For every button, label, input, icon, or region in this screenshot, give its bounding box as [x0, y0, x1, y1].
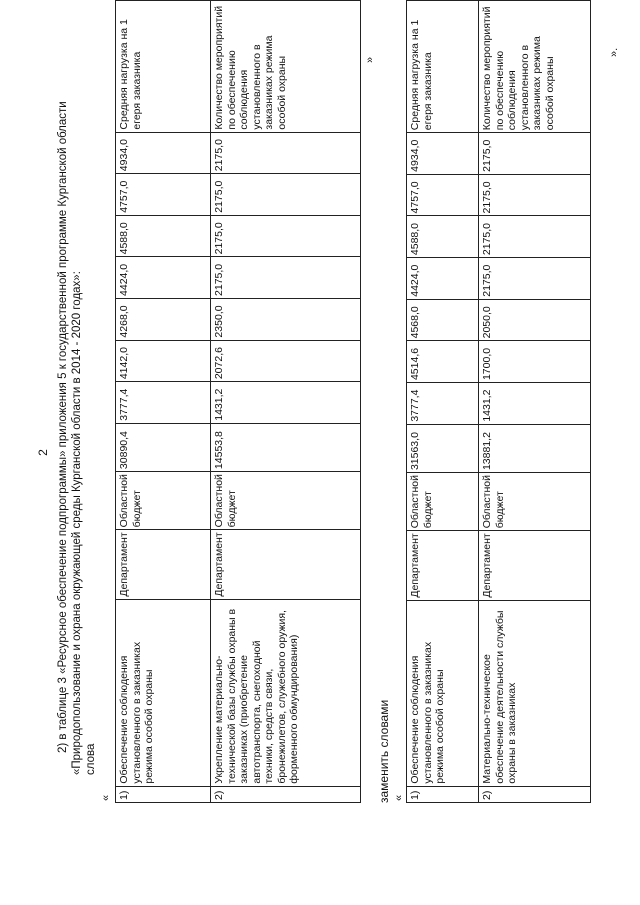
value-year: 4757,0: [116, 174, 211, 216]
value-year: 4424,0: [407, 258, 479, 300]
value-year: 4268,0: [116, 298, 211, 340]
value-year: 2175,0: [479, 216, 591, 258]
new-table: [406, 0, 591, 803]
measure-name: Обеспечение соблюдения установленного в заказниках режима особой охраны: [407, 600, 479, 786]
funding-source: Областной бюджет: [116, 472, 211, 530]
value-year: 2175,0: [479, 258, 591, 300]
funding-source: Областной бюджет: [211, 472, 361, 530]
value-year: 2175,0: [211, 174, 361, 216]
indicator: Количество мероприятий по обеспечению соблюдения установленного в заказниках режима особой охраны: [211, 1, 361, 133]
value-year: 4424,0: [116, 257, 211, 299]
quote-open-2: «: [393, 794, 405, 801]
value-total: 31563,0: [407, 424, 479, 472]
funding-source: Областной бюджет: [479, 473, 591, 531]
value-year: 2175,0: [479, 174, 591, 216]
row-number: 1): [116, 786, 211, 802]
page-number: 2: [36, 449, 50, 456]
executor: Департамент: [211, 530, 361, 599]
value-year: 2175,0: [211, 132, 361, 174]
intro-line-3: слова: [85, 743, 97, 775]
value-year: 4757,0: [407, 174, 479, 216]
value-year: 2175,0: [211, 257, 361, 299]
old-table: [115, 0, 361, 803]
indicator: Средняя нагрузка на 1 егеря заказника: [407, 1, 479, 133]
value-year: 1700,0: [479, 341, 591, 383]
executor: Департамент: [479, 531, 591, 600]
value-year: 4588,0: [407, 216, 479, 258]
value-year: 4934,0: [407, 133, 479, 175]
executor: Департамент: [116, 530, 211, 599]
measure-name: Укрепление материально-технической базы службы охраны в заказниках (приобретение автотранспорта, снегоходной техники, средств связи, бронежилетов, служебного оружия, форменного обмундирования): [211, 599, 361, 786]
value-total: 13881,2: [479, 424, 591, 472]
quote-open-1: «: [100, 794, 112, 801]
value-year: 2175,0: [479, 133, 591, 175]
funding-source: Областной бюджет: [407, 473, 479, 531]
value-total: 14553,8: [211, 423, 361, 471]
value-year: 1431,2: [211, 382, 361, 424]
measure-name: Обеспечение соблюдения установленного в заказниках режима особой охраны: [116, 599, 211, 786]
table-row: [116, 1, 211, 803]
row-number: 1): [407, 786, 479, 802]
value-year: 4568,0: [407, 299, 479, 341]
quote-close-1: »: [364, 56, 376, 63]
intro-paragraph: [56, 75, 98, 775]
table-row: [479, 1, 591, 803]
value-year: 4934,0: [116, 132, 211, 174]
row-number: 2): [211, 786, 361, 802]
indicator: Количество мероприятий по обеспечению соблюдения установленного в заказниках режима особой охраны: [479, 1, 591, 133]
value-year: 1431,2: [479, 383, 591, 425]
value-year: 2175,0: [211, 215, 361, 257]
table-row: [211, 1, 361, 803]
quote-close-2: ».: [608, 47, 620, 57]
table-row: [407, 1, 479, 803]
value-year: 3777,4: [407, 383, 479, 425]
row-number: 2): [479, 786, 591, 802]
replace-with-words: заменить словами: [377, 699, 391, 803]
value-year: 4588,0: [116, 215, 211, 257]
executor: Департамент: [407, 531, 479, 600]
indicator: Средняя нагрузка на 1 егеря заказника: [116, 1, 211, 133]
value-year: 3777,4: [116, 382, 211, 424]
value-year: 4514,6: [407, 341, 479, 383]
measure-name: Материально-техническое обеспечение деятельности службы охраны в заказниках: [479, 600, 591, 786]
value-year: 2350,0: [211, 298, 361, 340]
value-year: 2050,0: [479, 299, 591, 341]
value-year: 4142,0: [116, 340, 211, 382]
intro-line-2: «Природопользование и охрана окружающей среды Курганской области в 2014 - 2020 годах»:: [71, 271, 83, 775]
value-year: 2072,6: [211, 340, 361, 382]
intro-line-1: 2) в таблице 3 «Ресурсное обеспечение подпрограммы» приложения 5 к государственной программе Курганской области: [57, 101, 69, 753]
value-total: 30890,4: [116, 423, 211, 471]
